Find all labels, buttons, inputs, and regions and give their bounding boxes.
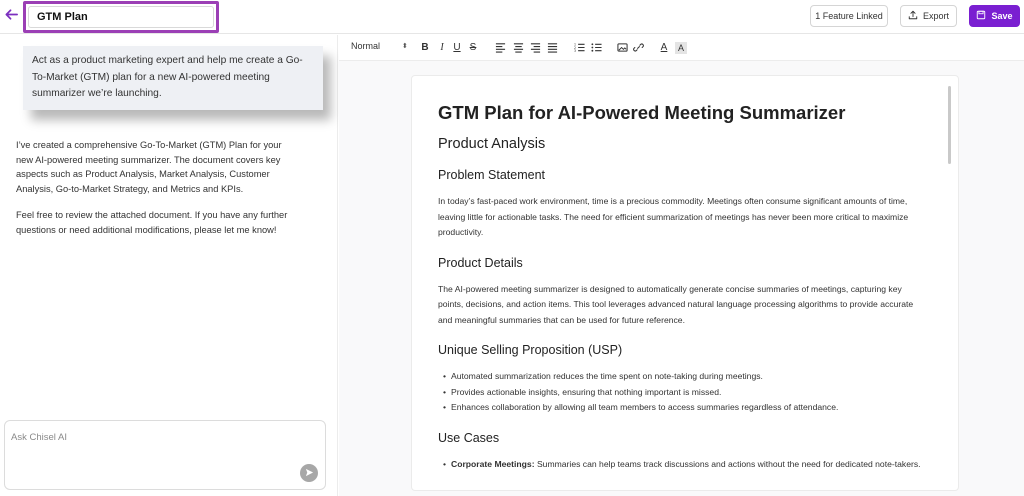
ai-message-paragraph: Feel free to review the attached document. If you have any further questions or need additional modifications, please let me know! — [16, 209, 288, 235]
strikethrough-icon[interactable]: S — [469, 42, 477, 53]
svg-text:3: 3 — [573, 49, 576, 53]
usecase-title: Corporate Meetings: — [451, 458, 535, 469]
top-bar — [0, 0, 1024, 34]
highlight-icon[interactable]: A — [675, 42, 687, 54]
features-linked-button[interactable] — [810, 5, 888, 27]
subsection-heading: Product Details — [438, 255, 523, 270]
editor-area — [339, 35, 1024, 496]
bold-icon[interactable]: B — [421, 42, 429, 53]
usecase-list — [438, 457, 928, 473]
back-arrow-icon[interactable] — [4, 6, 22, 26]
document-scrollbar[interactable] — [948, 86, 951, 164]
doc-title-highlight — [23, 1, 219, 33]
list-item — [443, 457, 928, 473]
text-style-select[interactable] — [351, 41, 408, 51]
list-item: • Enhances collaboration by allowing all team members to access summaries regardless of attendance. — [443, 400, 928, 416]
doc-title-input[interactable] — [28, 6, 214, 28]
document-title: GTM Plan for AI-Powered Meeting Summarizer — [438, 102, 846, 123]
save-icon — [976, 10, 986, 22]
ask-ai-box — [4, 420, 326, 490]
subsection-heading: Use Cases — [438, 430, 500, 445]
ordered-list-icon[interactable] — [573, 42, 585, 54]
align-justify-icon[interactable] — [546, 42, 558, 54]
format-toolbar — [339, 35, 1024, 61]
image-icon[interactable] — [616, 42, 628, 54]
paragraph: In today’s fast-paced work environment, time is a precious commodity. Meetings often consume significant amounts of time, leaving little for actionable tasks. The need for efficient summarization of meetings has never been more critical to maximize productivity. — [438, 196, 909, 237]
ai-message-paragraph: I’ve created a comprehensive Go-To-Market (GTM) Plan for your new AI-powered meeting summarizer. The document covers key aspects such as Product Analysis, Market Analysis, Customer Analysis, Go-to-Market Strategy, and Metrics and KPIs. — [16, 140, 282, 195]
align-center-icon[interactable] — [512, 42, 524, 54]
usecase-text: Summaries can help teams track discussions and actions without the need for dedicated note-takers. — [534, 458, 921, 469]
underline-icon[interactable]: U — [453, 42, 461, 53]
user-message: Act as a product marketing expert and help me create a Go-To-Market (GTM) plan for a new AI-powered meeting summarizer we’re launching. — [23, 46, 323, 110]
document-page[interactable] — [411, 75, 959, 491]
ask-ai-input[interactable] — [11, 429, 291, 445]
list-item: • Provides actionable insights, ensuring that nothing important is missed. — [443, 385, 928, 401]
section-heading: Product Analysis — [438, 136, 546, 152]
chat-panel — [0, 35, 338, 496]
save-button[interactable] — [969, 5, 1020, 27]
save-label: Save — [991, 11, 1013, 21]
export-label: Export — [922, 11, 949, 21]
select-arrows-icon: ⬍ — [402, 43, 408, 50]
bullet-list-icon[interactable] — [590, 42, 602, 54]
subsection-heading: Problem Statement — [438, 168, 545, 182]
send-button[interactable] — [300, 464, 318, 482]
svg-text:2: 2 — [573, 45, 576, 50]
features-linked-label: 1 Feature Linked — [815, 11, 883, 21]
link-icon[interactable] — [632, 42, 644, 54]
usp-list — [438, 369, 928, 416]
paragraph: The AI-powered meeting summarizer is designed to automatically generate concise summaries of meetings, capturing key points, decisions, and action items. This tool leverages advanced natural language processing algorithms to provide accurate and meaningful summaries that can be used for future reference. — [438, 283, 914, 325]
export-icon — [908, 10, 918, 22]
send-icon — [305, 464, 314, 482]
export-button[interactable] — [900, 5, 957, 27]
text-color-icon[interactable]: A — [660, 42, 668, 53]
subsection-heading: Unique Selling Proposition (USP) — [438, 343, 623, 357]
text-style-value: Normal — [351, 41, 381, 51]
italic-icon[interactable]: I — [440, 42, 444, 53]
list-item: • Automated summarization reduces the time spent on note-taking during meetings. — [443, 369, 928, 385]
align-left-icon[interactable] — [494, 42, 506, 54]
ai-message — [16, 138, 288, 248]
align-right-icon[interactable] — [529, 42, 541, 54]
svg-text:1: 1 — [573, 42, 576, 47]
document-content — [438, 102, 928, 487]
